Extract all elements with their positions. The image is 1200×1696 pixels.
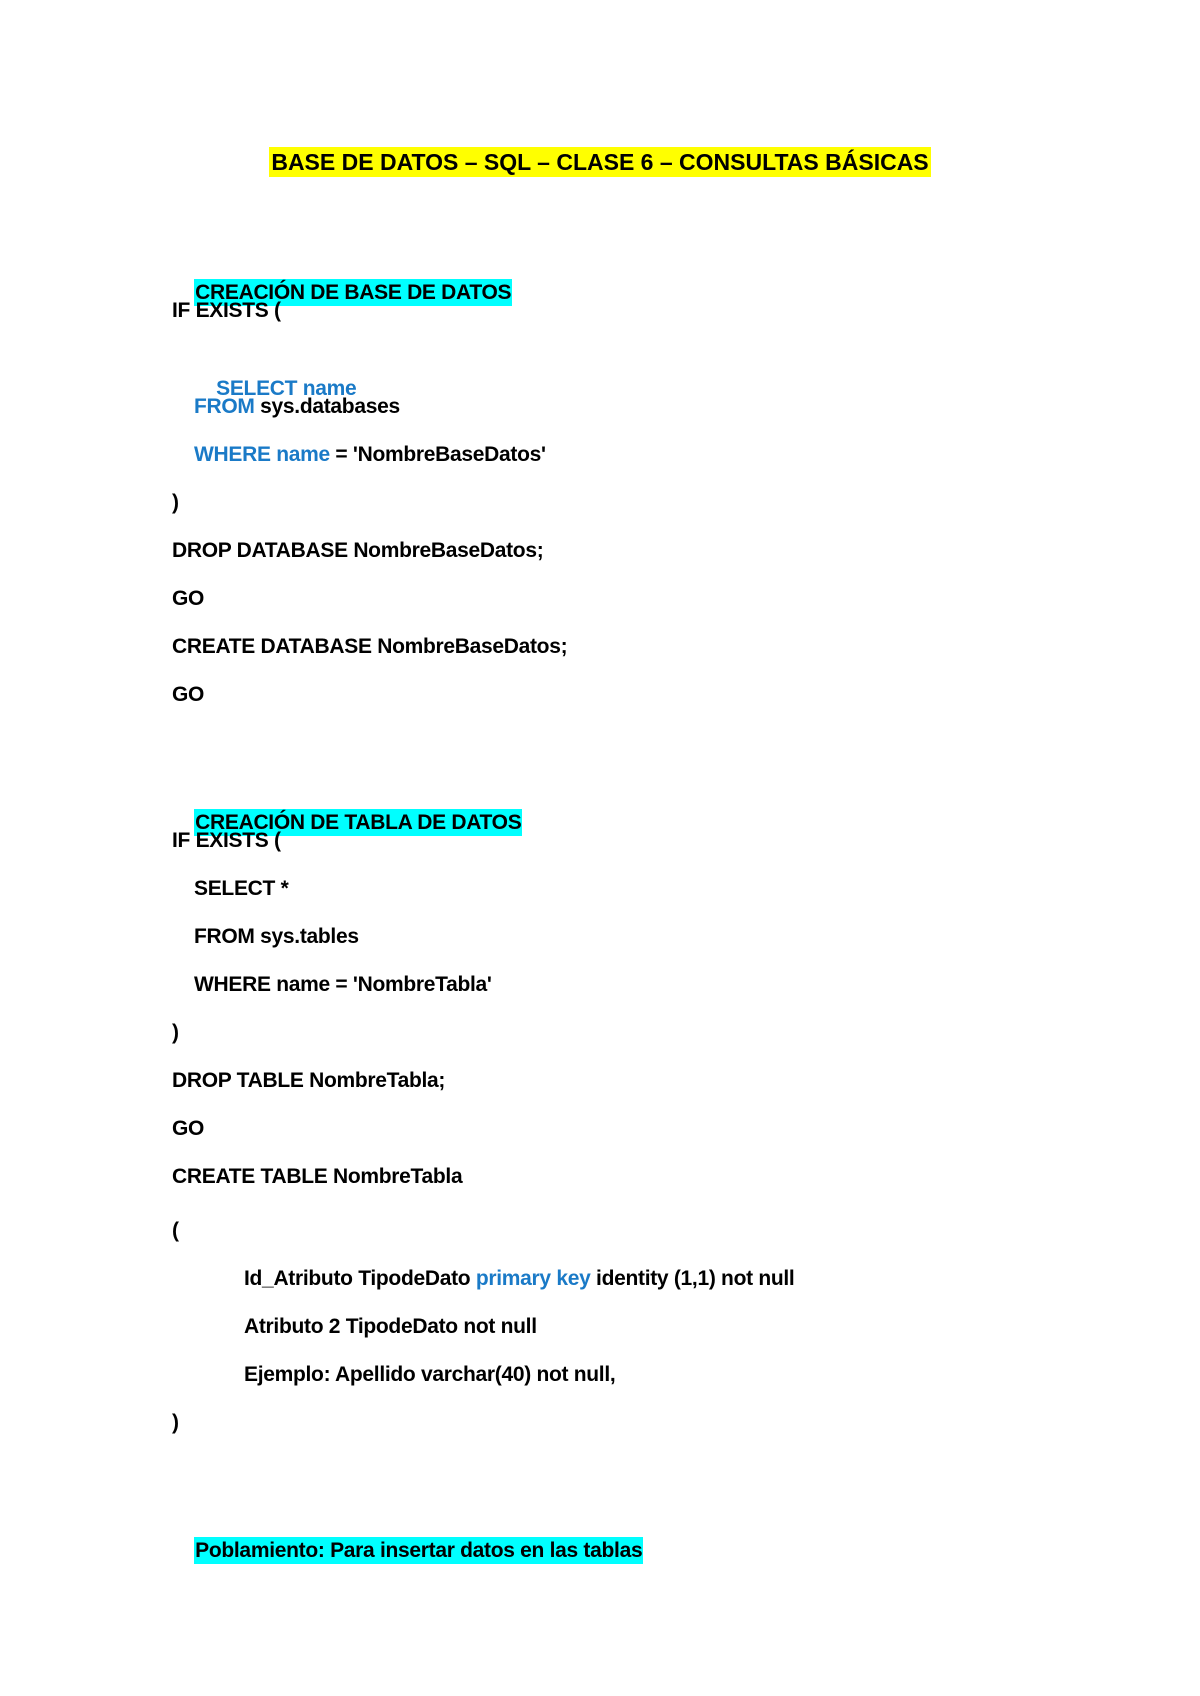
code-line: Ejemplo: Apellido varchar(40) not null, <box>244 1363 616 1386</box>
code-line: ( <box>172 1219 179 1242</box>
code-line: DROP TABLE NombreTabla; <box>172 1069 446 1092</box>
code-text: identity (1,1) not null <box>590 1267 795 1290</box>
section-heading-text: CREACIÓN DE BASE DE DATOS <box>195 281 512 304</box>
code-line: FROM sys.tables <box>194 925 359 948</box>
code-line <box>194 392 400 422</box>
code-line: CREATE DATABASE NombreBaseDatos; <box>172 635 568 658</box>
code-line: SELECT * <box>194 877 289 900</box>
sql-keyword: FROM <box>194 395 255 418</box>
code-line: ) <box>172 1021 179 1044</box>
section-heading-poblamiento <box>172 1506 643 1596</box>
code-line: GO <box>172 1117 205 1140</box>
code-text: = 'NombreBaseDatos' <box>329 443 546 466</box>
document-title <box>0 146 1200 178</box>
code-text: sys.databases <box>254 395 400 418</box>
code-line <box>194 440 546 470</box>
sql-keyword: WHERE name <box>194 443 330 466</box>
section-heading-text: Poblamiento: Para insertar datos en las tablas <box>195 1539 643 1562</box>
document-title-text: BASE DE DATOS – SQL – CLASE 6 – CONSULTAS BÁSICAS <box>271 149 929 175</box>
code-line: GO <box>172 683 205 706</box>
code-line <box>244 1264 794 1294</box>
code-line: DROP DATABASE NombreBaseDatos; <box>172 539 544 562</box>
code-line: ) <box>172 491 179 514</box>
code-line: GO <box>172 587 205 610</box>
sql-keyword: SELECT name <box>216 377 357 400</box>
code-line: IF EXISTS ( <box>172 829 281 852</box>
section-heading-text: CREACIÓN DE TABLA DE DATOS <box>195 811 522 834</box>
code-line: Atributo 2 TipodeDato not null <box>244 1315 537 1338</box>
code-text: Id_Atributo TipodeDato <box>244 1267 476 1290</box>
code-line: WHERE name = 'NombreTabla' <box>194 973 492 996</box>
sql-keyword: primary key <box>475 1267 591 1290</box>
code-line: CREATE TABLE NombreTabla <box>172 1165 463 1188</box>
code-line: ) <box>172 1411 179 1434</box>
code-line: IF EXISTS ( <box>172 299 281 322</box>
